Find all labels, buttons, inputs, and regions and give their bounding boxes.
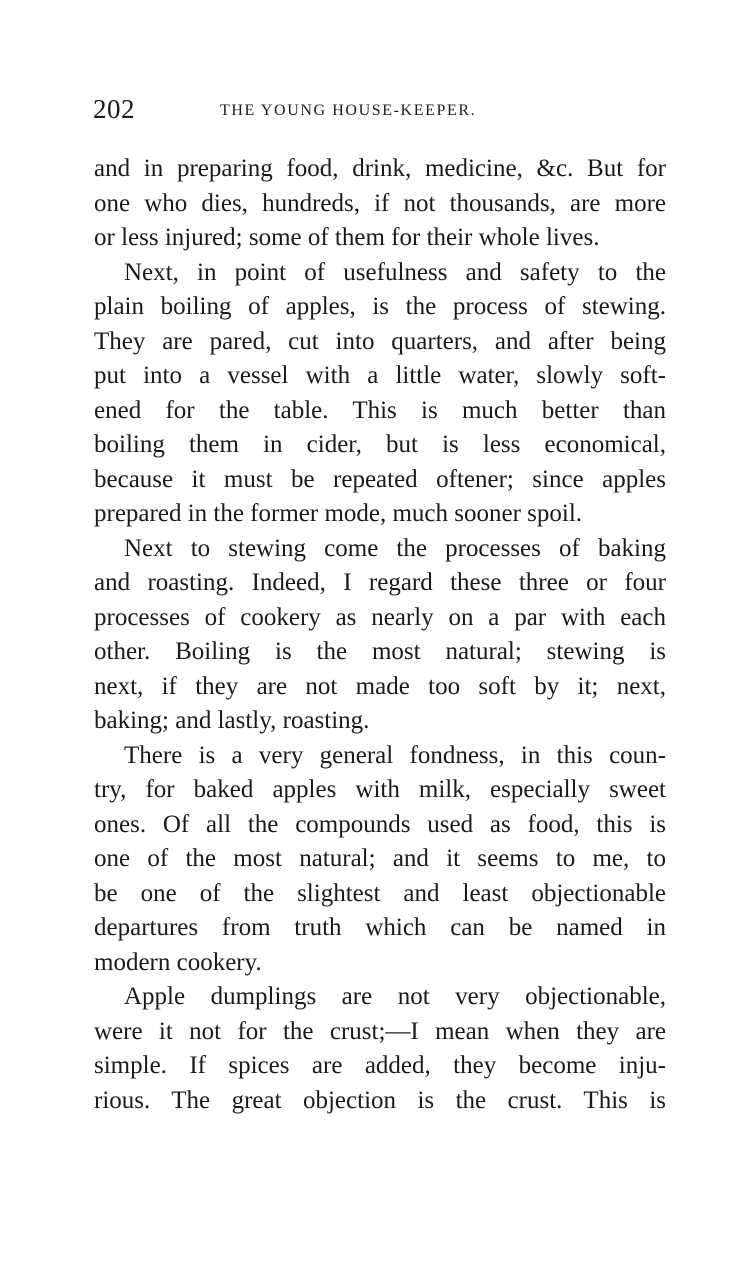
text-line: be one of the slightest and least objectionable <box>94 879 666 907</box>
text-line: There is a very general fondness, in this coun- <box>124 741 666 769</box>
text-line: simple. If spices are added, they become inju- <box>94 1052 666 1079</box>
text-line: and in preparing food, drink, medicine, &c. But for <box>94 155 666 182</box>
text-line: were it not for the crust;—I mean when they are <box>94 1017 666 1045</box>
text-line: or less injured; some of them for their whole lives. <box>94 224 600 251</box>
text-line: plain boiling of apples, is the process of stewing. <box>94 293 666 320</box>
text-line: one who dies, hundreds, if not thousands, are more <box>94 189 666 217</box>
body-text <box>94 152 666 1118</box>
text-line: one of the most natural; and it seems to me, to <box>94 845 666 872</box>
text-line: Next, in point of usefulness and safety to the <box>124 258 666 286</box>
text-line: because it must be repeated oftener; since apples <box>94 465 666 493</box>
text-line: modern cookery. <box>94 948 262 976</box>
text-line: baking; and lastly, roasting. <box>94 707 370 734</box>
text-line: and roasting. Indeed, I regard these three or four <box>94 569 666 596</box>
text-line: Next to stewing come the processes of baking <box>124 534 666 562</box>
text-line: processes of cookery as nearly on a par with each <box>94 603 666 631</box>
text-line: other. Boiling is the most natural; stewing is <box>94 638 666 665</box>
text-line: prepared in the former mode, much sooner spoil. <box>94 500 583 527</box>
text-line: departures from truth which can be named in <box>94 914 666 941</box>
text-line: try, for baked apples with milk, especially sweet <box>94 776 666 803</box>
text-line: boiling them in cider, but is less economical, <box>94 431 666 458</box>
text-line: Apple dumplings are not very objectionable, <box>124 983 666 1010</box>
text-line: put into a vessel with a little water, slowly soft- <box>94 362 666 389</box>
running-title: THE YOUNG HOUSE-KEEPER. <box>220 102 477 119</box>
text-line: next, if they are not made too soft by it; next, <box>94 672 666 700</box>
running-head <box>93 94 673 128</box>
text-line: They are pared, cut into quarters, and after being <box>94 327 666 355</box>
text-line: rious. The great objection is the crust. This is <box>94 1086 666 1114</box>
text-line: ones. Of all the compounds used as food, this is <box>94 810 666 838</box>
page-number: 202 <box>93 94 135 124</box>
text-line: ened for the table. This is much better than <box>94 396 666 424</box>
